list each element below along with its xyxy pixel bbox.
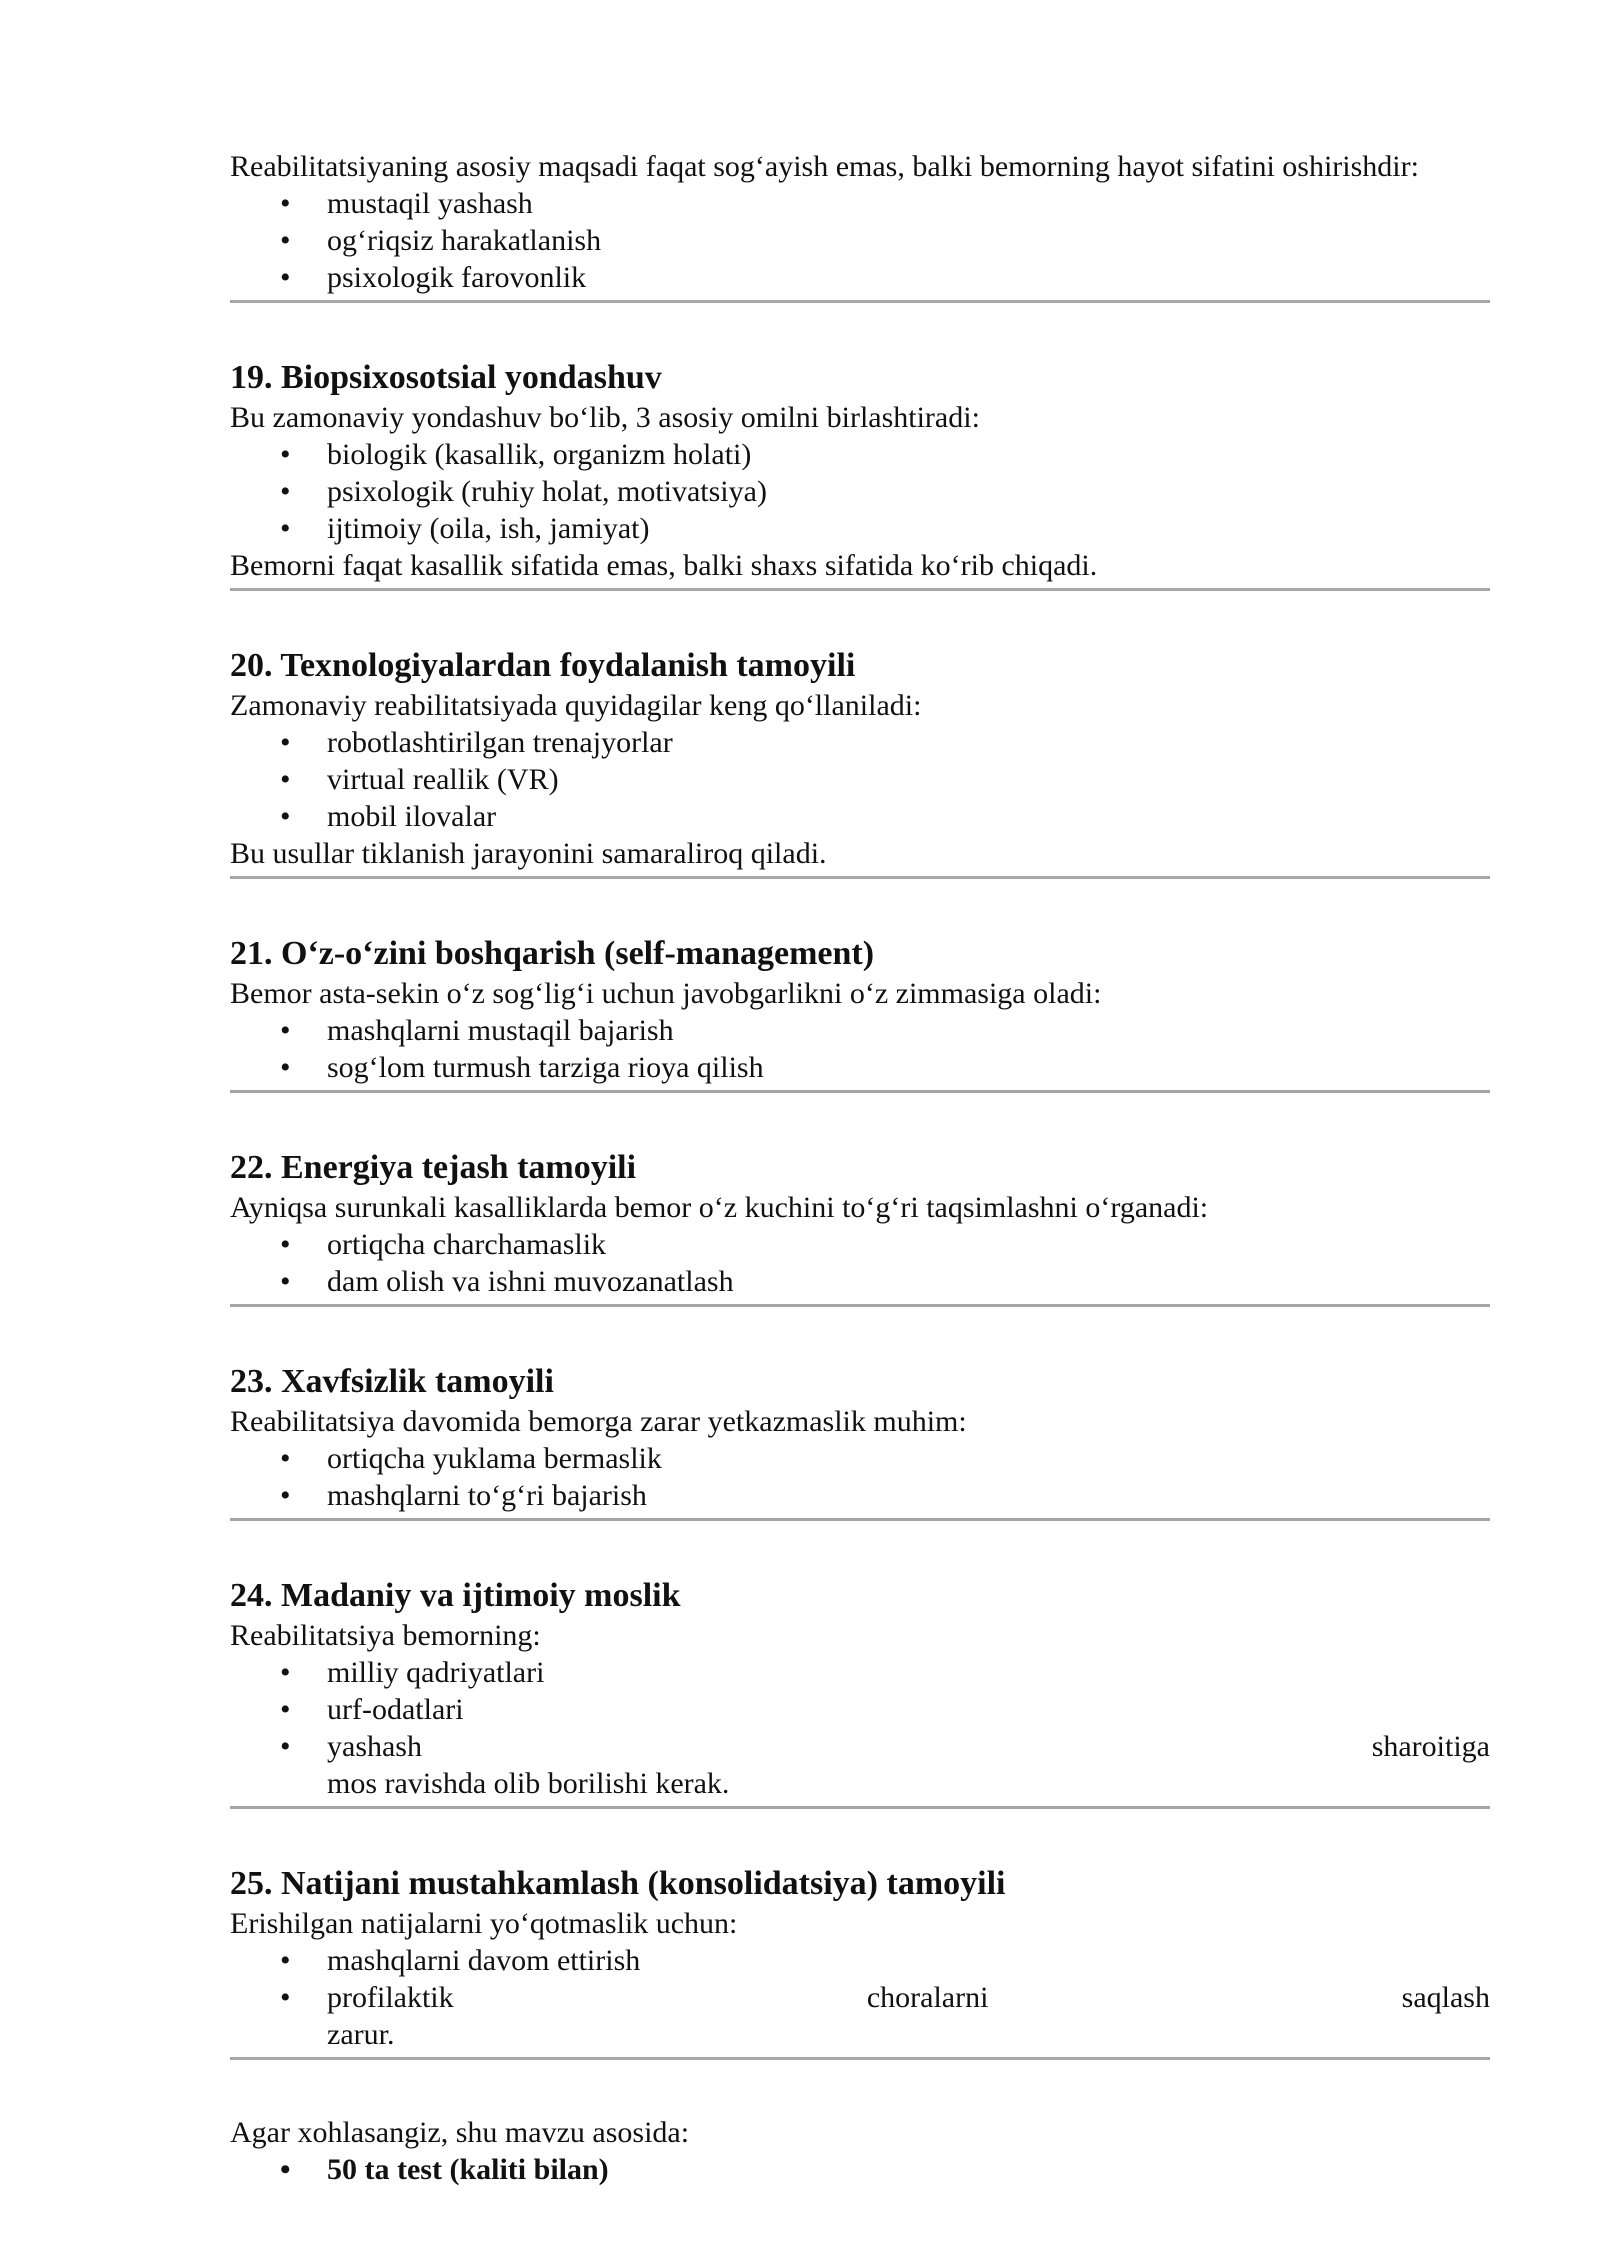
section-23-list bbox=[230, 1440, 1490, 1514]
section-25-heading: 25. Natijani mustahkamlash (konsolidatsiya) tamoyili bbox=[230, 1865, 1006, 1902]
section-21-heading: 21. O‘z-o‘zini boshqarish (self-management) bbox=[230, 935, 875, 972]
section-24-heading: 24. Madaniy va ijtimoiy moslik bbox=[230, 1577, 681, 1614]
list-item: • psixologik (ruhiy holat, motivatsiya) bbox=[280, 475, 767, 508]
intro-list bbox=[230, 185, 1490, 296]
bullet-icon: • bbox=[280, 1981, 291, 2014]
bullet-icon: • bbox=[280, 1442, 291, 1475]
list-item-continuation: mos ravishda olib borilishi kerak. bbox=[327, 1767, 730, 1800]
section-19-list bbox=[230, 436, 1490, 547]
section-20-intro: Zamonaviy reabilitatsiyada quyidagilar keng qo‘llaniladi: bbox=[230, 689, 922, 722]
list-item: • sog‘lom turmush tarziga rioya qilish bbox=[280, 1051, 764, 1084]
list-item: • ijtimoiy (oila, ish, jamiyat) bbox=[280, 512, 650, 545]
section-24-list bbox=[230, 1654, 1490, 1765]
section-25-intro: Erishilgan natijalarni yo‘qotmaslik uchun: bbox=[230, 1907, 738, 1940]
footer-paragraph: Agar xohlasangiz, shu mavzu asosida: bbox=[230, 2116, 690, 2149]
bullet-icon: • bbox=[280, 1051, 291, 1084]
intro-paragraph: Reabilitatsiyaning asosiy maqsadi faqat sog‘ayish emas, balki bemorning hayot sifatini oshirishdir: bbox=[230, 150, 1419, 183]
list-item: • robotlashtirilgan trenajyorlar bbox=[280, 726, 673, 759]
bullet-icon: • bbox=[280, 1656, 291, 1689]
list-item bbox=[230, 1979, 1490, 2016]
section-22-heading: 22. Energiya tejash tamoyili bbox=[230, 1149, 637, 1186]
list-item: • mobil ilovalar bbox=[280, 800, 497, 833]
section-22-list bbox=[230, 1226, 1490, 1300]
section-23-heading: 23. Xavfsizlik tamoyili bbox=[230, 1363, 554, 1400]
list-item: • milliy qadriyatlari bbox=[280, 1656, 545, 1689]
section-24-intro: Reabilitatsiya bemorning: bbox=[230, 1619, 541, 1652]
bullet-icon: • bbox=[280, 1014, 291, 1047]
section-23-intro: Reabilitatsiya davomida bemorga zarar yetkazmaslik muhim: bbox=[230, 1405, 967, 1438]
bullet-icon: • bbox=[280, 261, 291, 294]
list-item: • dam olish va ishni muvozanatlash bbox=[280, 1265, 734, 1298]
bullet-icon: • bbox=[280, 512, 291, 545]
section-20-outro: Bu usullar tiklanish jarayonini samaraliroq qiladi. bbox=[230, 837, 827, 870]
bullet-icon: • bbox=[280, 763, 291, 796]
section-25-list bbox=[230, 1942, 1490, 2016]
bullet-icon: • bbox=[280, 2153, 291, 2186]
section-21-list bbox=[230, 1012, 1490, 1086]
bullet-icon: • bbox=[280, 1479, 291, 1512]
document-page bbox=[230, 148, 1490, 2188]
section-22-intro: Ayniqsa surunkali kasalliklarda bemor o‘z kuchini to‘g‘ri taqsimlashni o‘rganadi: bbox=[230, 1191, 1209, 1224]
section-19-intro: Bu zamonaviy yondashuv bo‘lib, 3 asosiy omilni birlashtiradi: bbox=[230, 401, 980, 434]
bullet-icon: • bbox=[280, 800, 291, 833]
section-21-intro: Bemor asta-sekin o‘z sog‘lig‘i uchun javobgarlikni o‘z zimmasiga oladi: bbox=[230, 977, 1102, 1010]
list-item: • biologik (kasallik, organizm holati) bbox=[280, 438, 752, 471]
bullet-icon: • bbox=[280, 224, 291, 257]
justified-line: profilaktik choralarni saqlash bbox=[327, 1981, 1490, 2014]
bullet-icon: • bbox=[280, 187, 291, 220]
list-item: • mashqlarni to‘g‘ri bajarish bbox=[280, 1479, 647, 1512]
bullet-icon: • bbox=[280, 1265, 291, 1298]
list-item: • mashqlarni mustaqil bajarish bbox=[280, 1014, 674, 1047]
list-item: • ortiqcha yuklama bermaslik bbox=[280, 1442, 662, 1475]
bullet-icon: • bbox=[280, 1693, 291, 1726]
bullet-icon: • bbox=[280, 726, 291, 759]
section-19-outro: Bemorni faqat kasallik sifatida emas, balki shaxs sifatida ko‘rib chiqadi. bbox=[230, 549, 1098, 582]
list-item: • mashqlarni davom ettirish bbox=[280, 1944, 641, 1977]
list-item bbox=[230, 1728, 1490, 1765]
bullet-icon: • bbox=[280, 1228, 291, 1261]
section-20-heading: 20. Texnologiyalardan foydalanish tamoyili bbox=[230, 647, 856, 684]
list-item-continuation: zarur. bbox=[327, 2018, 395, 2051]
list-item: • 50 ta test (kaliti bilan) bbox=[280, 2153, 609, 2186]
list-item: • urf-odatlari bbox=[280, 1693, 464, 1726]
section-19-heading: 19. Biopsixosotsial yondashuv bbox=[230, 359, 662, 396]
justified-line: yashash sharoitiga bbox=[327, 1730, 1490, 1763]
list-item: • og‘riqsiz harakatlanish bbox=[280, 224, 602, 257]
section-20-list bbox=[230, 724, 1490, 835]
list-item: • psixologik farovonlik bbox=[280, 261, 587, 294]
footer-list bbox=[230, 2151, 1490, 2188]
list-item: • virtual reallik (VR) bbox=[280, 763, 559, 796]
bullet-icon: • bbox=[280, 1944, 291, 1977]
list-item: • ortiqcha charchamaslik bbox=[280, 1228, 607, 1261]
bullet-icon: • bbox=[280, 475, 291, 508]
bullet-icon: • bbox=[280, 1730, 291, 1763]
list-item: • mustaqil yashash bbox=[280, 187, 533, 220]
bullet-icon: • bbox=[280, 438, 291, 471]
